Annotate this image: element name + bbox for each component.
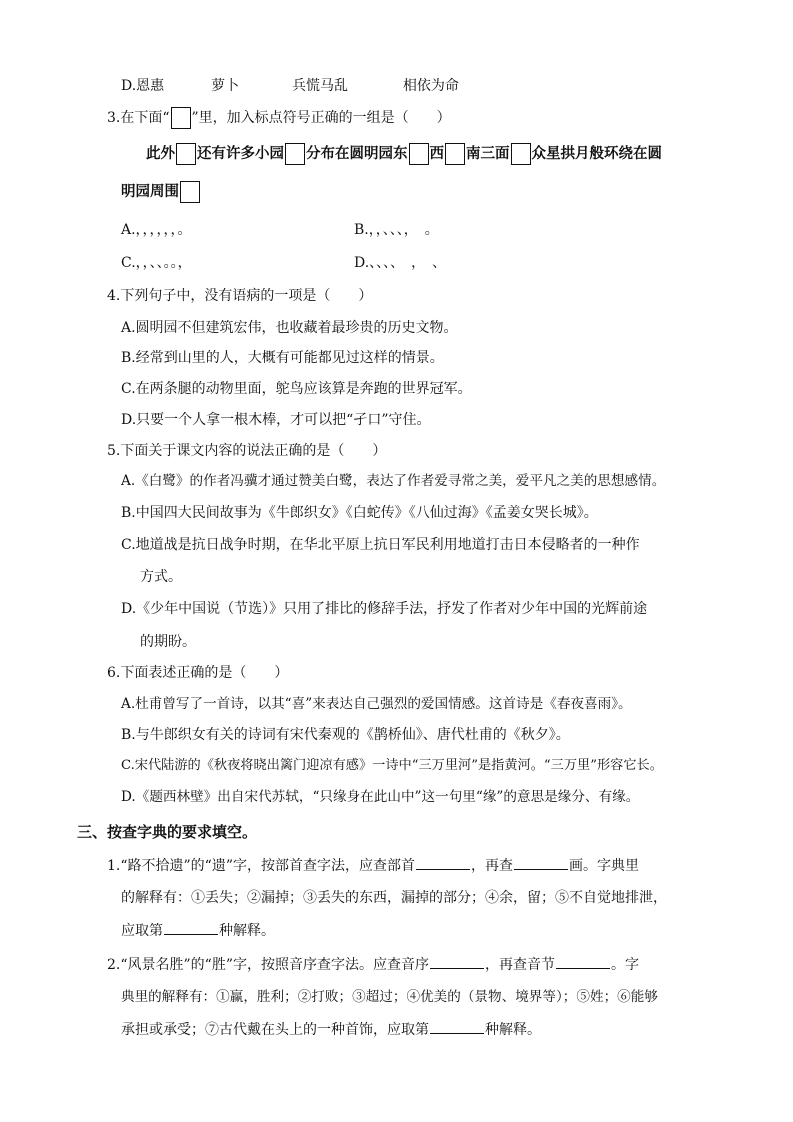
q2-option-d <box>121 76 459 96</box>
q3-sentence-part: 分布在圆明园东 <box>306 146 408 162</box>
item-2-text: 。字 <box>611 957 639 973</box>
q3-stem <box>107 107 451 129</box>
item-1-text: 应取第 <box>121 923 163 939</box>
q4-option-b[interactable]: B.经常到山里的人，大概有可能都见过这样的情景。 <box>121 350 444 366</box>
q5-option-c-cont: 方式。 <box>140 569 182 585</box>
q4-option-c[interactable]: C.在两条腿的动物里面，鸵鸟应该算是奔跑的世界冠军。 <box>121 381 472 397</box>
q3-sentence-part: 还有许多小园 <box>197 146 284 162</box>
answer-blank[interactable] <box>416 855 470 870</box>
q6-option-b[interactable]: B.与牛郎织女有关的诗词有宋代秦观的《鹊桥仙》、唐代杜甫的《秋夕》。 <box>121 727 570 743</box>
q6-option-a[interactable]: A.杜甫曾写了一首诗，以其“喜”来表达自己强烈的爱国情感。这首诗是《春夜喜雨》。 <box>121 696 632 712</box>
answer-blank[interactable] <box>164 920 218 935</box>
q2-option-d-label: D.恩惠 <box>121 78 165 94</box>
answer-blank[interactable] <box>430 954 484 969</box>
q6-stem: 6.下面表述正确的是（ ） <box>107 665 289 681</box>
q5-stem: 5.下面关于课文内容的说法正确的是（ ） <box>107 443 387 459</box>
punctuation-box[interactable] <box>445 143 465 165</box>
q3-sentence-part: 南三面 <box>466 146 510 162</box>
item-1-text: 种解释。 <box>219 923 275 939</box>
q5-option-b[interactable]: B.中国四大民间故事为《牛郎织女》《白蛇传》《八仙过海》《孟姜女哭长城》。 <box>121 505 598 521</box>
q3-sentence-part: 众星拱月般环绕在圆 <box>531 146 662 162</box>
section-3-item-2-line2: 典里的解释有：①赢，胜利；②打败；③超过；④优美的（景物、境界等）；⑤姓；⑥能够 <box>121 989 658 1005</box>
q3-stem-end: ”里，加入标点符号正确的一组是（ ） <box>191 110 451 126</box>
punctuation-box[interactable] <box>511 143 531 165</box>
item-2-text: 2.“风景名胜”的“胜”字，按照音序查字法。应查音序 <box>107 957 429 973</box>
q3-option-c[interactable]: C.，，、、。。， <box>121 255 192 271</box>
q3-option-a[interactable]: A.，，，，，，。 <box>121 222 192 238</box>
item-1-text: 1.“路不拾遗”的“遗”字，按部首查字法，应查部首 <box>107 858 415 874</box>
item-1-text: 画。字典里 <box>569 858 639 874</box>
q3-sentence-part: 此外 <box>146 146 175 162</box>
punctuation-box[interactable] <box>285 143 305 165</box>
q3-sentence-part: 西 <box>429 146 444 162</box>
section-3-item-2-line3 <box>121 1019 541 1040</box>
q4-option-d[interactable]: D.只要一个人拿一根木棒，才可以把“孑口”守住。 <box>121 412 431 428</box>
q6-option-d[interactable]: D.《题西林壁》出自宋代苏轼，“只缘身在此山中”这一句里“缘”的意思是缘分、有缘。 <box>121 789 640 805</box>
q4-stem: 4.下列句子中，没有语病的一项是（ ） <box>107 288 373 304</box>
q5-option-d-cont: 的期盼。 <box>140 634 196 650</box>
q4-option-a[interactable]: A.圆明园不但建筑宏伟，也收藏着最珍贵的历史文物。 <box>121 320 458 336</box>
q5-option-d[interactable]: D.《少年中国说（节选）》只用了排比的修辞手法，抒发了作者对少年中国的光辉前途 <box>121 601 648 617</box>
punctuation-box[interactable] <box>176 143 196 165</box>
q3-option-d[interactable]: D.、、、、 ， 、 <box>354 255 447 271</box>
q3-sentence-part: 明园周围 <box>121 184 179 200</box>
section-3-title: 三、按查字典的要求填空。 <box>77 823 258 841</box>
section-3-item-2 <box>107 954 639 975</box>
q3-option-b[interactable]: B.，，、、、， 。 <box>354 222 439 238</box>
item-1-text: ，再查 <box>471 858 513 874</box>
q3-stem-start: 3.在下面“ <box>107 110 170 126</box>
answer-blank[interactable] <box>556 954 610 969</box>
q3-sentence <box>146 143 662 165</box>
item-2-text: ，再查音节 <box>485 957 555 973</box>
section-3-item-1-line3 <box>121 920 275 941</box>
punctuation-box[interactable] <box>180 181 200 203</box>
answer-blank[interactable] <box>514 855 568 870</box>
q2-option-d-item: 兵慌马乱 <box>292 78 348 94</box>
q3-sentence-line2 <box>121 181 201 203</box>
section-3-item-1-line2: 的解释有：①丢失；②漏掉；③丢失的东西，漏掉的部分；④余，留；⑤不自觉地排泄， <box>121 890 667 906</box>
item-2-text: 种解释。 <box>485 1022 541 1038</box>
item-2-text: 承担或承受；⑦古代戴在头上的一种首饰，应取第 <box>121 1022 429 1038</box>
punctuation-box[interactable] <box>409 143 429 165</box>
q5-option-a[interactable]: A.《白鹭》的作者冯骥才通过赞美白鹭，表达了作者爱寻常之美，爱平凡之美的思想感情。 <box>121 473 666 489</box>
q2-option-d-item: 萝卜 <box>211 78 240 94</box>
q5-option-c[interactable]: C.地道战是抗日战争时期，在华北平原上抗日军民利用地道打击日本侵略者的一种作 <box>121 537 640 553</box>
punctuation-box[interactable] <box>171 107 191 129</box>
section-3-item-1 <box>107 855 639 876</box>
q2-option-d-item: 相依为命 <box>402 78 459 94</box>
answer-blank[interactable] <box>430 1019 484 1034</box>
q6-option-c[interactable]: C.宋代陆游的《秋夜将晓出篱门迎凉有感》一诗中“三万里河”是指黄河。“三万里”形容它长。 <box>121 758 663 773</box>
